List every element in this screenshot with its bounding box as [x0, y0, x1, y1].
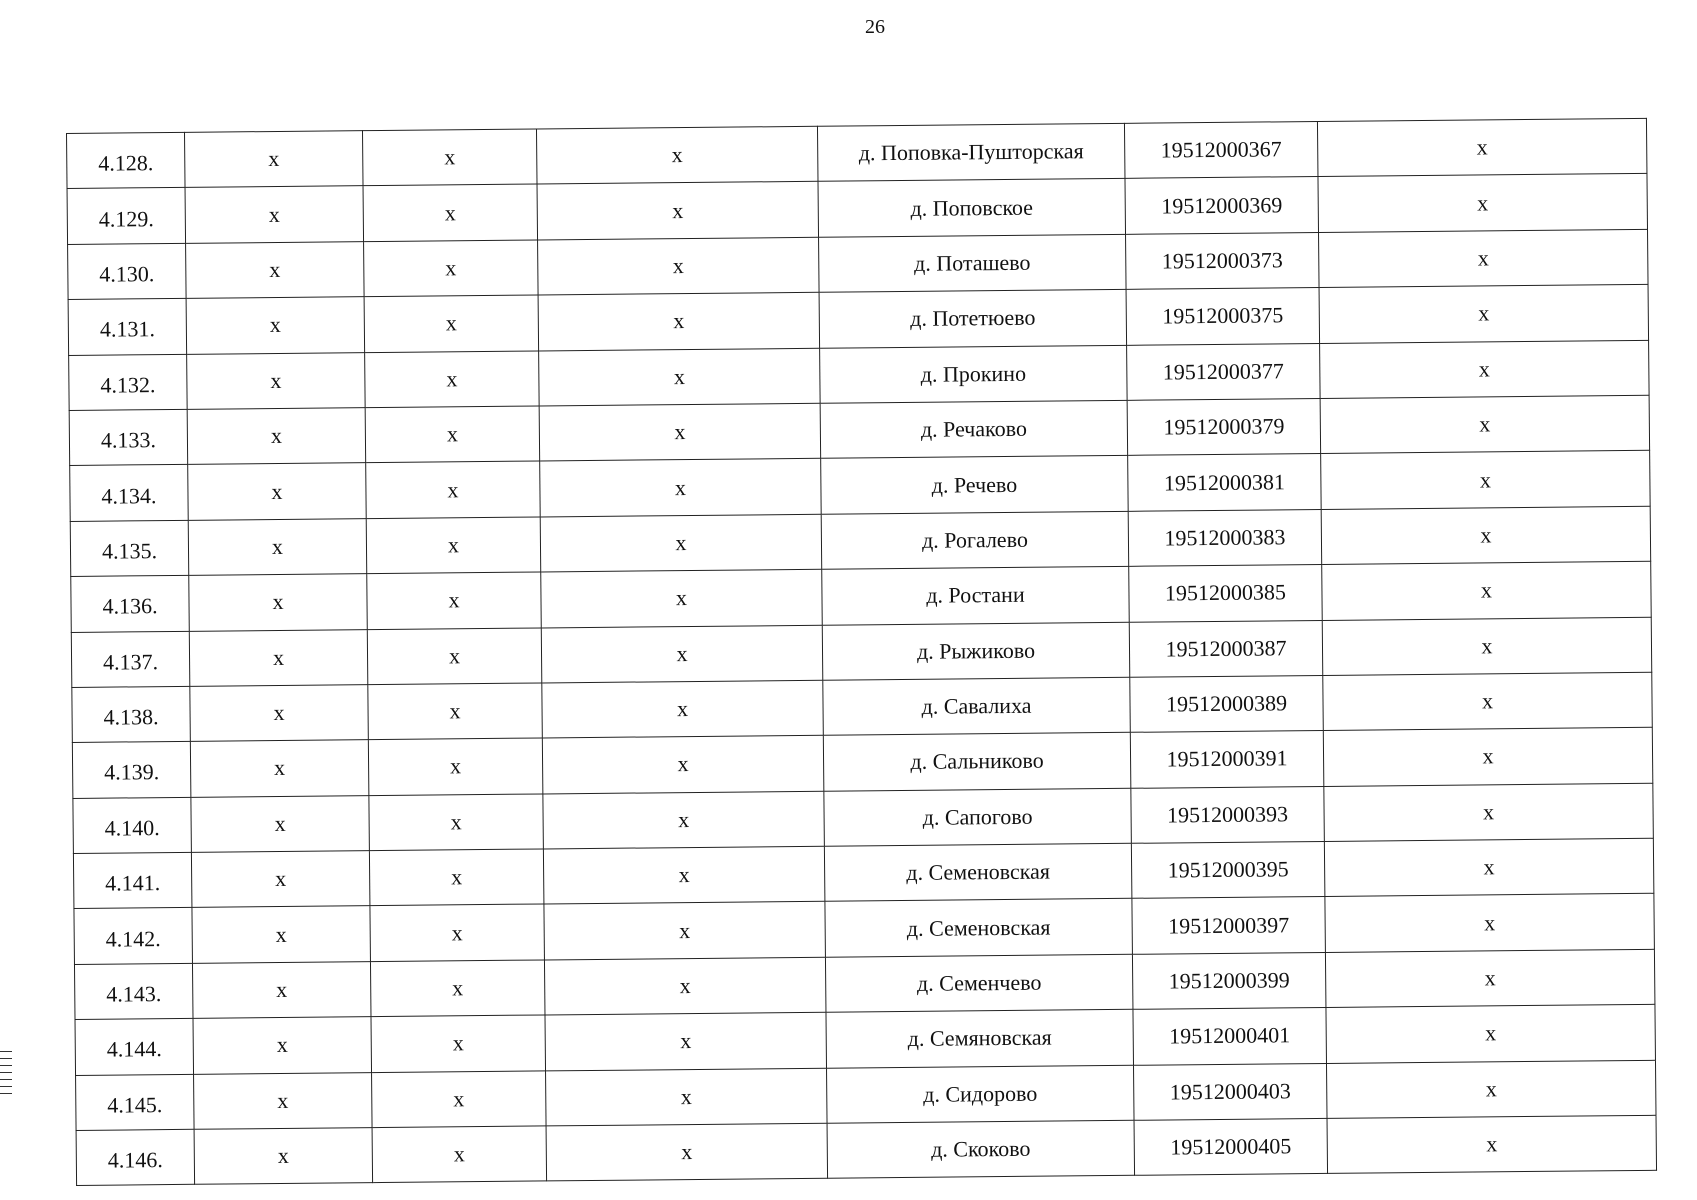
- x-cell: x: [189, 629, 368, 686]
- oktmo-code-cell: 19512000397: [1132, 897, 1326, 954]
- x-cell: x: [367, 572, 542, 629]
- settlement-name-cell: д. Потетюево: [819, 290, 1127, 348]
- oktmo-code-cell: 19512000399: [1132, 952, 1326, 1009]
- x-cell: x: [366, 517, 541, 574]
- x-cell: x: [540, 459, 822, 517]
- x-cell: x: [1325, 949, 1655, 1008]
- x-cell: x: [184, 131, 363, 188]
- x-cell: x: [1323, 672, 1653, 731]
- x-cell: x: [190, 685, 369, 742]
- oktmo-code-cell: 19512000403: [1133, 1063, 1327, 1120]
- settlement-name-cell: д. Сидорово: [827, 1065, 1135, 1123]
- scan-mark: [0, 1093, 12, 1094]
- x-cell: x: [364, 240, 539, 297]
- settlement-name-cell: д. Сапогово: [824, 788, 1132, 846]
- x-cell: x: [188, 518, 367, 575]
- settlement-name-cell: д. Рогалево: [821, 511, 1129, 569]
- x-cell: x: [1319, 284, 1649, 343]
- x-cell: x: [538, 292, 820, 350]
- x-cell: x: [541, 569, 823, 627]
- settlement-name-cell: д. Рыжиково: [822, 622, 1130, 680]
- row-number-cell: 4.143.: [74, 963, 193, 1020]
- settlement-name-cell: д. Скоково: [827, 1120, 1135, 1178]
- settlement-name-cell: д. Речево: [821, 456, 1129, 514]
- x-cell: x: [541, 625, 823, 683]
- oktmo-code-cell: 19512000393: [1131, 786, 1325, 843]
- x-cell: x: [365, 351, 540, 408]
- scan-mark: [0, 1072, 12, 1073]
- row-number-cell: 4.137.: [71, 631, 190, 688]
- oktmo-code-cell: 19512000375: [1126, 288, 1320, 345]
- row-number-cell: 4.139.: [72, 742, 191, 799]
- x-cell: x: [372, 1126, 547, 1183]
- x-cell: x: [539, 348, 821, 406]
- registry-table-wrap: [66, 118, 1656, 1187]
- x-cell: x: [543, 846, 825, 904]
- scan-mark: [0, 1079, 12, 1080]
- settlement-name-cell: д. Семеновская: [825, 899, 1133, 957]
- settlement-name-cell: д. Ростани: [822, 566, 1130, 624]
- settlement-name-cell: д. Поповское: [818, 179, 1126, 237]
- x-cell: x: [187, 352, 366, 409]
- row-number-cell: 4.141.: [73, 852, 192, 909]
- row-number-cell: 4.130.: [68, 243, 187, 300]
- row-number-cell: 4.142.: [74, 908, 193, 965]
- x-cell: x: [1320, 395, 1650, 454]
- row-number-cell: 4.145.: [76, 1074, 195, 1131]
- oktmo-code-cell: 19512000369: [1125, 177, 1319, 234]
- oktmo-code-cell: 19512000381: [1128, 454, 1322, 511]
- x-cell: x: [545, 1012, 827, 1070]
- x-cell: x: [539, 403, 821, 461]
- x-cell: x: [369, 794, 544, 851]
- x-cell: x: [368, 738, 543, 795]
- oktmo-code-cell: 19512000383: [1128, 509, 1322, 566]
- settlement-name-cell: д. Сальниково: [823, 733, 1131, 791]
- oktmo-code-cell: 19512000367: [1124, 121, 1318, 178]
- x-cell: x: [546, 1068, 828, 1126]
- oktmo-code-cell: 19512000377: [1127, 343, 1321, 400]
- x-cell: x: [542, 736, 824, 794]
- x-cell: x: [193, 1017, 372, 1074]
- x-cell: x: [192, 906, 371, 963]
- row-number-cell: 4.146.: [76, 1129, 195, 1186]
- registry-table: [66, 118, 1657, 1187]
- oktmo-code-cell: 19512000391: [1130, 731, 1324, 788]
- x-cell: x: [1326, 1005, 1656, 1064]
- x-cell: x: [185, 186, 364, 243]
- row-number-cell: 4.132.: [69, 354, 188, 411]
- registry-table-body: [67, 118, 1657, 1186]
- x-cell: x: [363, 184, 538, 241]
- x-cell: x: [1317, 118, 1647, 177]
- row-number-cell: 4.133.: [69, 409, 188, 466]
- x-cell: x: [546, 1123, 828, 1181]
- x-cell: x: [537, 182, 819, 240]
- x-cell: x: [1324, 838, 1654, 897]
- x-cell: x: [368, 683, 543, 740]
- x-cell: x: [192, 961, 371, 1018]
- oktmo-code-cell: 19512000379: [1127, 398, 1321, 455]
- settlement-name-cell: д. Поташево: [819, 234, 1127, 292]
- x-cell: x: [188, 463, 367, 520]
- x-cell: x: [186, 297, 365, 354]
- x-cell: x: [1322, 561, 1652, 620]
- x-cell: x: [369, 849, 544, 906]
- x-cell: x: [194, 1128, 373, 1185]
- x-cell: x: [370, 960, 545, 1017]
- scan-mark: [0, 1058, 12, 1059]
- x-cell: x: [367, 627, 542, 684]
- x-cell: x: [365, 406, 540, 463]
- x-cell: x: [372, 1071, 547, 1128]
- settlement-name-cell: д. Семенчево: [825, 954, 1133, 1012]
- x-cell: x: [186, 241, 365, 298]
- x-cell: x: [1322, 617, 1652, 676]
- settlement-name-cell: д. Семяновская: [826, 1010, 1134, 1068]
- settlement-name-cell: д. Семеновская: [824, 843, 1132, 901]
- x-cell: x: [187, 408, 366, 465]
- scan-mark: [0, 1065, 12, 1066]
- row-number-cell: 4.131.: [68, 299, 187, 356]
- x-cell: x: [544, 902, 826, 960]
- x-cell: x: [1320, 340, 1650, 399]
- x-cell: x: [1321, 506, 1651, 565]
- row-number-cell: 4.138.: [72, 686, 191, 743]
- x-cell: x: [370, 904, 545, 961]
- scan-mark: [0, 1086, 12, 1087]
- x-cell: x: [544, 957, 826, 1015]
- x-cell: x: [362, 129, 537, 186]
- settlement-name-cell: д. Прокино: [820, 345, 1128, 403]
- oktmo-code-cell: 19512000405: [1134, 1118, 1328, 1175]
- oktmo-code-cell: 19512000389: [1130, 675, 1324, 732]
- settlement-name-cell: д. Речаково: [820, 400, 1128, 458]
- row-number-cell: 4.135.: [70, 520, 189, 577]
- x-cell: x: [1323, 728, 1653, 787]
- x-cell: x: [543, 791, 825, 849]
- row-number-cell: 4.144.: [75, 1019, 194, 1076]
- x-cell: x: [1325, 894, 1655, 953]
- x-cell: x: [191, 851, 370, 908]
- x-cell: x: [1321, 451, 1651, 510]
- oktmo-code-cell: 19512000387: [1129, 620, 1323, 677]
- x-cell: x: [1319, 229, 1649, 288]
- x-cell: x: [189, 574, 368, 631]
- x-cell: x: [538, 237, 820, 295]
- x-cell: x: [1327, 1115, 1657, 1174]
- x-cell: x: [190, 740, 369, 797]
- row-number-cell: 4.140.: [73, 797, 192, 854]
- x-cell: x: [1318, 174, 1648, 233]
- settlement-name-cell: д. Савалиха: [823, 677, 1131, 735]
- row-number-cell: 4.134.: [70, 465, 189, 522]
- x-cell: x: [1326, 1060, 1656, 1119]
- oktmo-code-cell: 19512000385: [1129, 565, 1323, 622]
- x-cell: x: [194, 1072, 373, 1129]
- scan-mark: [0, 1051, 12, 1052]
- x-cell: x: [1324, 783, 1654, 842]
- x-cell: x: [364, 295, 539, 352]
- oktmo-code-cell: 19512000373: [1126, 232, 1320, 289]
- oktmo-code-cell: 19512000395: [1131, 842, 1325, 899]
- x-cell: x: [366, 461, 541, 518]
- row-number-cell: 4.129.: [67, 188, 186, 245]
- x-cell: x: [371, 1015, 546, 1072]
- x-cell: x: [540, 514, 822, 572]
- x-cell: x: [191, 795, 370, 852]
- row-number-cell: 4.128.: [67, 132, 186, 189]
- page-number: 26: [865, 16, 885, 38]
- x-cell: x: [536, 126, 818, 184]
- settlement-name-cell: д. Поповка-Пушторская: [817, 123, 1125, 181]
- oktmo-code-cell: 19512000401: [1133, 1008, 1327, 1065]
- x-cell: x: [542, 680, 824, 738]
- row-number-cell: 4.136.: [71, 575, 190, 632]
